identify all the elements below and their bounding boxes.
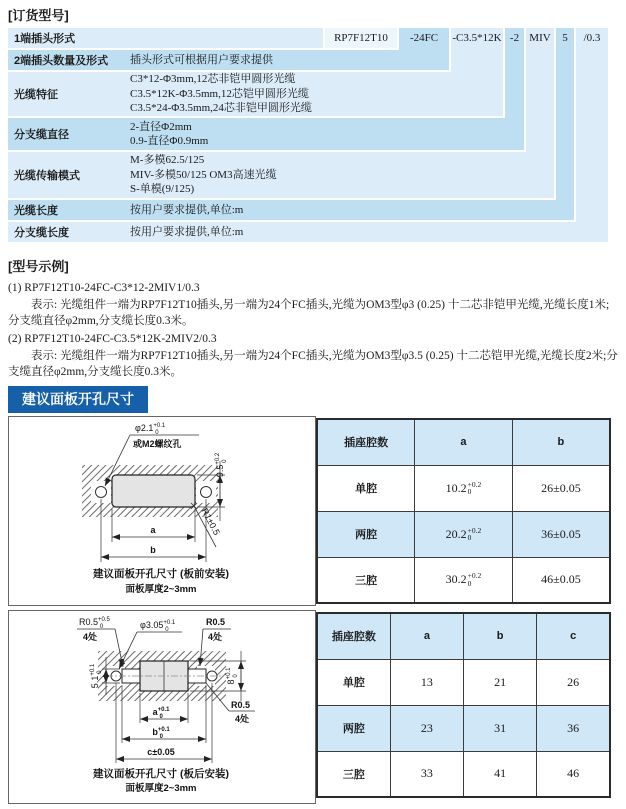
- rear-mount-drawing: [9, 611, 313, 801]
- code-column-7: /0.3: [576, 28, 608, 242]
- example-2-description: 表示: 光缆组件一端为RP7F12T10插头,另一端为24个FC插头,光缆为OM3型φ3.5 (0.25) 十二芯铠甲光缆,光缆长度2米;分支缆直径φ2mm,分支缆长度0.3米。: [8, 350, 618, 378]
- row-desc-line: S-单模(9/125): [130, 183, 195, 196]
- code-column-1: RP7F12T10: [325, 28, 397, 48]
- front-caption-2: 面板厚度2~3mm: [125, 584, 197, 595]
- order-row-transmission-mode: [8, 152, 554, 198]
- order-row-cable-feature: [8, 72, 503, 116]
- order-row-plug1: [8, 28, 323, 48]
- row-label: 分支缆长度: [14, 227, 69, 239]
- order-row-cable-length: [8, 200, 574, 220]
- svg-text:b+0.10: $b^{+0.1}$ 0: [152, 727, 170, 740]
- svg-text:a: a: [150, 525, 156, 535]
- order-row-branch-diameter: [8, 118, 524, 150]
- example-2-code: (2) RP7F12T10-24FC-C3.5*12K-2MIV2/0.3: [8, 333, 217, 345]
- col-header-b: b: [512, 419, 610, 465]
- row-desc-line: 按用户要求提供,单位:m: [130, 203, 244, 216]
- rear-caption-1: 建议面板开孔尺寸 (板后安装): [93, 768, 229, 780]
- table-row-single: 单腔 10.2 +0.2 0 26±0.05: [317, 465, 610, 511]
- panel-section-header: 建议面板开孔尺寸: [8, 386, 148, 413]
- row-label: 2端插头数量及形式: [14, 55, 109, 67]
- col-header-a: a: [390, 613, 463, 659]
- row-desc-line: 0.9-直径Φ0.9mm: [130, 135, 209, 147]
- svg-text:c±0.05: c±0.05: [147, 747, 175, 757]
- front-mount-table: [316, 418, 611, 604]
- rear-mount-table: [316, 612, 611, 798]
- table-header-row: [317, 419, 610, 465]
- svg-text:4处: 4处: [83, 632, 98, 642]
- col-header-b: b: [464, 613, 537, 659]
- table-row-triple: 三腔 30.2 +0.2 0 46±0.05: [317, 557, 610, 603]
- row-desc-line: 按用户要求提供,单位:m: [130, 225, 244, 238]
- table-row-single: 单腔 13 21 26: [317, 659, 610, 705]
- code-column-2: -24FC: [399, 28, 449, 70]
- col-header-cavity: 插座腔数: [317, 613, 390, 659]
- example-1-code: (1) RP7F12T10-24FC-C3*12-2MIV1/0.3: [8, 282, 200, 294]
- mounting-hole-left: [96, 487, 107, 498]
- col-header-c: c: [537, 613, 610, 659]
- row-desc-line: C3.5*12K-Φ3.5mm,12芯铠甲圆形光缆: [130, 87, 309, 100]
- front-mount-drawing: [9, 417, 313, 603]
- order-section-title: [订货型号]: [8, 8, 69, 23]
- row-desc-line: C3*12-Φ3mm,12芯非铠甲圆形光缆: [130, 73, 296, 86]
- example-1-description: 表示: 光缆组件一端为RP7F12T10插头,另一端为24个FC插头,光缆为OM3型φ3 (0.25) 十二芯非铠甲光缆,光缆长度1米;分支缆直径φ2mm,分支缆长度0.3米。: [8, 299, 610, 327]
- mounting-hole-right: [201, 487, 212, 498]
- svg-text:9.5+0.20: $9.5^{+0.2}0$: [215, 452, 228, 478]
- svg-text:或M2螺纹孔: 或M2螺纹孔: [133, 439, 182, 449]
- rear-mount-drawing-panel: [8, 610, 316, 804]
- table-header-row: [317, 613, 610, 659]
- row-desc-line: MIV-多模50/125 OM3高速光缆: [130, 168, 277, 181]
- row-label: 分支缆直径: [14, 129, 69, 141]
- row-desc-line: 插头形式可根据用户要求提供: [130, 53, 273, 66]
- order-row-branch-length: [8, 222, 608, 242]
- row-desc-line: C3.5*24-Φ3.5mm,24芯非铠甲圆形光缆: [130, 102, 312, 115]
- col-header-a: a: [415, 419, 513, 465]
- svg-text:R0.5: R0.5: [206, 617, 226, 627]
- order-code-table: [8, 28, 620, 242]
- table-row-triple: 三腔 33 41 46: [317, 751, 610, 797]
- examples-section-title: [型号示例]: [8, 259, 69, 274]
- col-header-cavity: 插座腔数: [317, 419, 415, 465]
- svg-text:8+0.10: $8^{+0.1}0$: [226, 667, 239, 685]
- rear-caption-2: 面板厚度2~3mm: [125, 783, 197, 794]
- order-row-plug2: [8, 50, 449, 70]
- svg-text:4处: 4处: [208, 632, 223, 642]
- svg-text:φ3.05+0.10: $\varphi 3.05^{+0.1}$ 0: [140, 620, 176, 633]
- row-desc-line: 2-直径Φ2mm: [130, 120, 192, 133]
- row-label: 1端插头形式: [14, 33, 76, 45]
- front-mount-drawing-panel: [8, 416, 316, 606]
- svg-text:5.1+0.10: $5.1^{+0.1}0$: [90, 663, 103, 689]
- svg-text:b: b: [150, 545, 156, 555]
- examples-section: [8, 256, 620, 383]
- row-label: 光缆传输模式: [14, 170, 80, 182]
- svg-text:R1±0.5: R1±0.5: [199, 506, 222, 537]
- svg-text:4处: 4处: [235, 714, 250, 724]
- svg-text:R0.5+0.50: $R0.5^{+0.5}$ 0: [79, 617, 110, 630]
- svg-text:φ2.1+0.10: $\varphi 2.1^{+0.1}$ 0: [135, 423, 166, 436]
- front-caption-1: 建议面板开孔尺寸 (板前安装): [93, 568, 229, 580]
- svg-text:a+0.10: $a^{+0.1}$ 0: [152, 707, 170, 720]
- code-column-3: -C3.5*12K: [451, 28, 503, 116]
- row-label: 光缆特征: [14, 89, 58, 101]
- cutout-opening: [112, 475, 195, 507]
- table-row-double: 两腔 23 31 36: [317, 705, 610, 751]
- row-desc-line: M-多模62.5/125: [130, 154, 205, 167]
- code-column-4: -2: [505, 28, 524, 150]
- svg-text:R0.5: R0.5: [231, 700, 251, 710]
- code-column-5: MIV: [526, 28, 554, 198]
- code-column-6: 5: [556, 28, 574, 220]
- table-row-double: 两腔 20.2 +0.2 0 36±0.05: [317, 511, 610, 557]
- row-label: 光缆长度: [14, 205, 58, 217]
